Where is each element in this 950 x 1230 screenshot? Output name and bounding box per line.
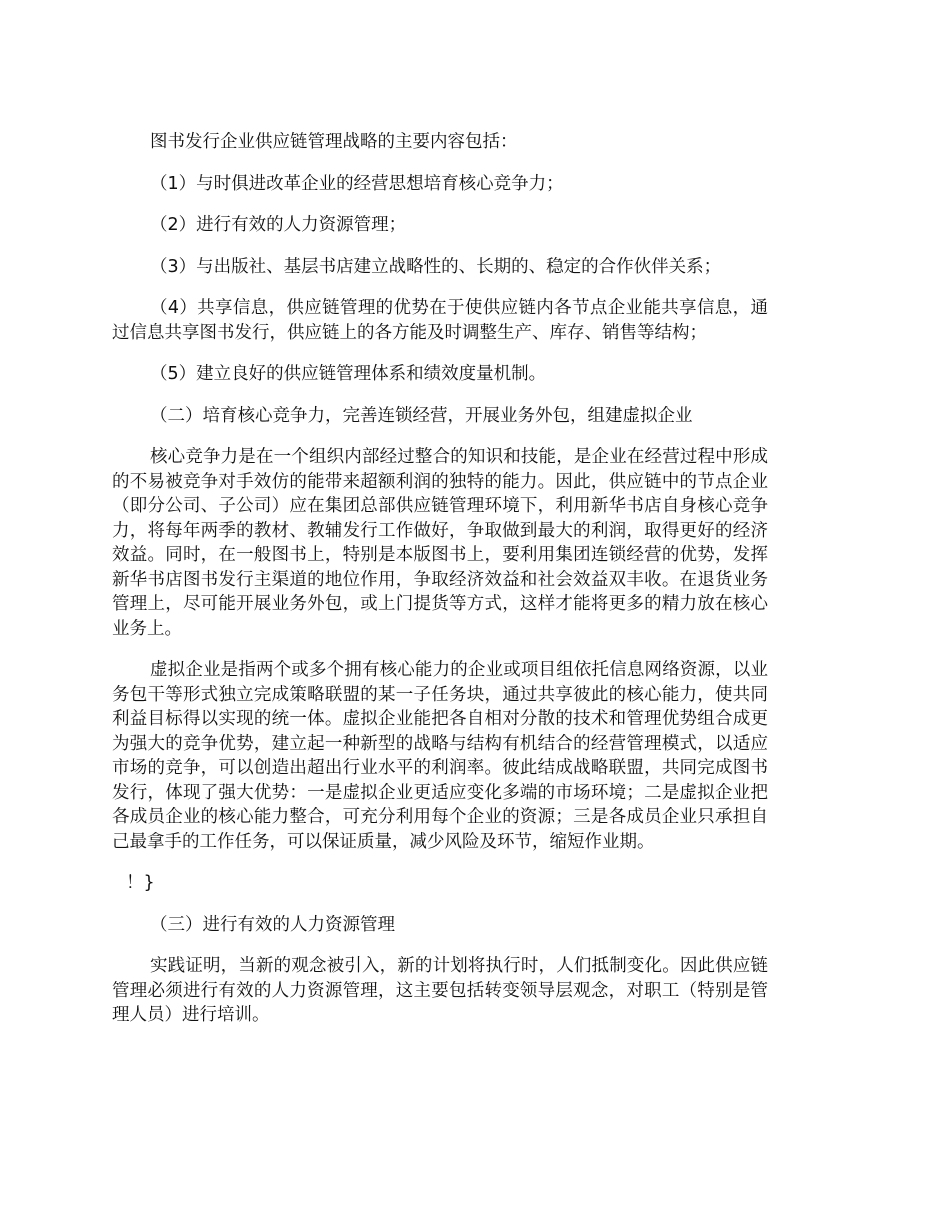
list-item-3: （3）与出版社、基层书店建立战略性的、长期的、稳定的合作伙伴关系； <box>150 256 722 277</box>
stray-mark: ！} <box>126 873 155 893</box>
section-2-heading: （二）培育核心竞争力，完善连锁经营，开展业务外包，组建虚拟企业 <box>150 405 693 426</box>
hr-paragraph: 实践证明，当新的观念被引入，新的计划将执行时，人们抵制变化。因此供应链管理必须进行有效的人力资源管理，这主要包括转变领导层观念，对职工（特别是管理人员）进行培训。 <box>112 956 768 1025</box>
list-item-5: （5）建立良好的供应链管理体系和绩效度量机制。 <box>150 364 547 384</box>
core-competence-paragraph: 核心竞争力是在一个组织内部经过整合的知识和技能，是企业在经营过程中形成的不易被竞争对手效仿的能带来超额利润的独特的能力。因此，供应链中的节点企业（即分公司、子公司）应在集团总部供应链管理环境下，利用新华书店自身核心竞争力，将每年两季的教材、教辅发行工作做好，争取做到最大的利润，取得更好的经济效益。同时，在一般图书上，特别是本版图书上，要利用集团连锁经营的优势，发挥新华书店图书发行主渠道的地位作用，争取经济效益和社会效益双丰收。在退货业务管理上，尽可能开展业务外包，或上门提货等方式，这样才能将更多的精力放在核心业务上。 <box>112 447 768 639</box>
virtual-enterprise-paragraph: 虚拟企业是指两个或多个拥有核心能力的企业或项目组依托信息网络资源，以业务包干等形式独立完成策略联盟的某一子任务块，通过共享彼此的核心能力，使共同利益目标得以实现的统一体。虚拟企业能把各自相对分散的技术和管理优势组合成更为强大的竞争优势，建立起一种新型的战略与结构有机结合的经营管理模式，以适应市场的竞争，可以创造出超出行业水平的利润率。彼此结成战略联盟，共同完成图书发行，体现了强大优势：一是虚拟企业更适应变化多端的市场环境；二是虚拟企业把各成员企业的核心能力整合，可充分利用每个企业的资源；三是各成员企业只承担自己最拿手的工作任务，可以保证质量，减少风险及环节，缩短作业期。 <box>112 660 768 852</box>
list-item-2: （2）进行有效的人力资源管理； <box>150 215 407 235</box>
intro-paragraph: 图书发行企业供应链管理战略的主要内容包括： <box>150 132 518 152</box>
list-item-1: （1）与时俱进改革企业的经营思想培育核心竞争力； <box>150 173 564 194</box>
list-item-4: （4）共享信息，供应链管理的优势在于使供应链内各节点企业能共享信息，通过信息共享图书发行，供应链上的各方能及时调整生产、库存、销售等结构； <box>112 298 768 343</box>
document-body <box>112 130 768 1028</box>
section-3-heading: （三）进行有效的人力资源管理 <box>150 914 395 935</box>
